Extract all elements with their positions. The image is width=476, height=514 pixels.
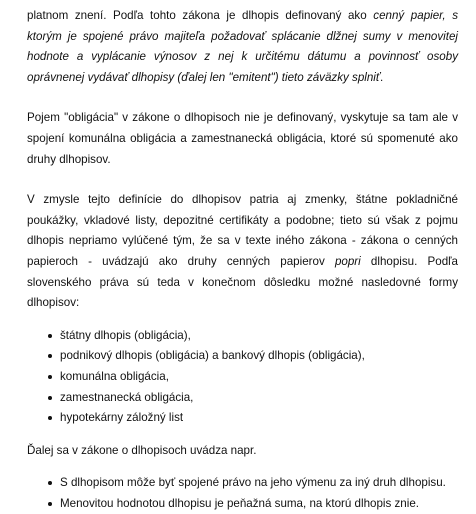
spacer (27, 461, 458, 473)
list-item: Menovitou hodnotou dlhopisu je peňažná suma, na ktorú dlhopis znie. (48, 494, 458, 514)
spacer (27, 314, 458, 326)
paragraph-definition-text-end: . (380, 70, 384, 84)
list-item: zamestnanecká obligácia, (48, 388, 458, 409)
list-item: komunálna obligácia, (48, 367, 458, 388)
list-item: hypotekárny záložný list (48, 408, 458, 429)
paragraph-definition-italic: cenný papier, s ktorým je spojené právo majiteľa požadovať splácanie dlžnej sumy v menovitej hodnote a vyplácanie výnosov z nej k určitému dátumu a povinnosť osoby oprávnenej vydávať dlhopisy (ďalej len "emitent") tieto záväzky splniť (27, 9, 458, 84)
paragraph-forms-intro (27, 190, 458, 314)
paragraph-obligacia: Pojem "obligácia" v zákone o dlhopisoch nie je definovaný, vyskytuje sa tam ale v spojení komunálna obligácia a zamestnanecká obligácia, ktoré sú spomenuté ako druhy dlhopisov. (27, 111, 458, 166)
list-item: podnikový dlhopis (obligácia) a bankový dlhopis (obligácia), (48, 346, 458, 367)
paragraph-forms-italic: popri (334, 254, 361, 268)
paragraph-definition-text-start: platnom znení. Podľa tohto zákona je dlhopis definovaný ako (27, 9, 374, 22)
list-item: štátny dlhopis (obligácia), (48, 326, 458, 347)
paragraph-definition (27, 6, 458, 88)
paragraph-further: Ďalej sa v zákone o dlhopisoch uvádza napr. (27, 443, 257, 457)
bond-forms-list (27, 326, 458, 429)
spacer (27, 88, 458, 108)
spacer (27, 170, 458, 190)
paragraph-forms-text-end: dlhopisu. Podľa slovenského práva sú teda v konečnom dôsledku možné nasledovné formy dlhopisov: (27, 254, 459, 310)
paragraph-forms-text-start: V zmysle tejto definície do dlhopisov patria aj zmenky, štátne pokladničné poukážky, vkladové listy, depozitné certifikáty a podobne; tieto sú však z pojmu dlhopis nepriamo vylúčené tým, že sa v texte iného zákona - zákona o cenných papieroch - uvádzajú ako druhy cenných papierov (27, 193, 458, 268)
law-provisions-list (27, 473, 458, 514)
spacer (27, 429, 458, 441)
list-item: S dlhopisom môže byť spojené právo na jeho výmenu za iný druh dlhopisu. (48, 473, 458, 494)
